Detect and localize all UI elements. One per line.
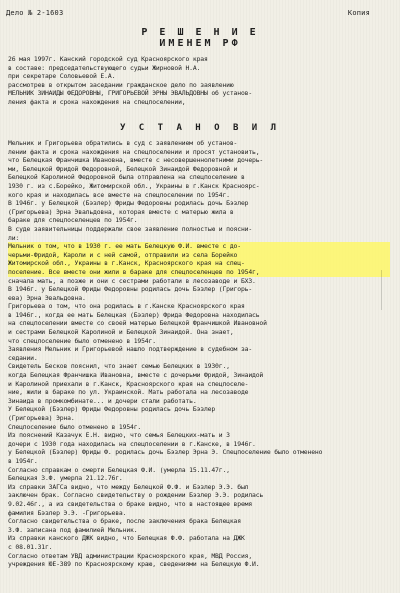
body-line: седании.: [8, 353, 38, 362]
body-line: Спецпоселение было отменено в 1954г.: [8, 422, 142, 431]
body-line: с 08.01.31г.: [8, 542, 53, 551]
intro-line: при секретаре Соловьевой Е.А.: [8, 72, 116, 81]
body-line: Согласно ответам УВД администрации Красноярского края, МВД Россия,: [8, 551, 253, 560]
highlighted-line: Мельник о том, что в 1930 г. ее мать Белецкую Ф.И. вместе с до-: [8, 242, 390, 251]
body-line: ми, Белецкой Фридой Федоровной, Белецкой Зинаидой Федоровной и: [8, 164, 238, 173]
body-line: фамилия Бэзлер Э.Э. -Григорьева.: [8, 508, 127, 517]
body-line: что спецпоселение было отменено в 1954г.: [8, 336, 156, 345]
intro-line: ления факта и срока нахождения на спецпоселении,: [8, 97, 186, 106]
body-line: (Григорьева) Эрна Эвальдовна, которая вместе с матерью жила в: [8, 207, 234, 216]
body-line: ние, жили в бараке по ул. Украинской. Мать работала на лесозаводе: [8, 388, 249, 397]
intro-line: в составе: председательствующего судьи Жирновой Н.А.: [8, 63, 201, 72]
body-line: сначала мать, а позже и они с сестрами работали в лесозаводе и БХЗ.: [8, 276, 256, 285]
intro-line: МЕЛЬНИК ЗИНАИДЫ ФЕДОРОВНЫ, ГРИГОРЬЕВОЙ ЭРНЫ ЭВАЛЬДОВНЫ об установ-: [8, 89, 253, 98]
copy-label: Копия: [347, 9, 370, 17]
highlighted-line: Житомирской обл., Украины в г.Канск, Красноярского края на спец-: [8, 259, 390, 268]
body-line: 9.02.46г., а из свидетельства о браке видно, что в настоящее время: [8, 499, 253, 508]
body-line: учреждения ЮЕ-389 по Красноярскому краю, сведениями на Белецкую Ф.И.: [8, 560, 260, 569]
body-line: Заявления Мельник и Григорьевой нашло подтверждение в судебном за-: [8, 345, 253, 354]
body-line: и Каролиной приехали в г.Канск, Красноярского края на спецпоселе-: [8, 379, 249, 388]
body-line: что Белецкая Франчишка Ивановна, вместе с несовершеннолетними дочерь-: [8, 156, 264, 165]
intro-line: рассмотрев в открытом заседании гражданское дело по заявлению: [8, 80, 234, 89]
body-line: Зинаида в промкомбинате... и дочери стали работать.: [8, 396, 197, 405]
body-line: бараке для спецпоселенцев по 1954г.: [8, 216, 138, 225]
body-line: заключен брак. Согласно свидетельству о рождении Бэзлер Э.Э. родилась: [8, 491, 264, 500]
body-line: Из справки ЗАГСа видно, что между Белецкой Ф.Ф. и Бэзлер Э.Э. был: [8, 482, 249, 491]
body-line: у Белецкой (Бэзлер) Фриды Ф. родилась дочь Бэзлер Эрна Э. Спецпоселение было отменено: [8, 448, 323, 457]
body-line: лении факта и срока нахождения на спецпоселении и просят установить,: [8, 147, 260, 156]
case-number: Дело № 2-1603: [6, 9, 64, 17]
body-line: кого края и находилась все вместе на спецпоселении по 1954г.: [8, 190, 230, 199]
body-line: В 1946г. у Белецкой (Бэзлер) Фриды Федоровны родилась дочь Бэзлер: [8, 199, 249, 208]
body-line: В 1946г. у Белецкой Фриды Федоровны родилась дочь Бэзлер (Григорь-: [8, 285, 253, 294]
intro-line: 26 мая 1997г. Канский городской суд Красноярского края: [8, 55, 208, 63]
body-line: З.Ф. записана под фамилией Мельник.: [8, 525, 138, 534]
decision-subtitle: ИМЕНЕМ РФ: [159, 38, 241, 49]
body-line: Свидетель Бесков пояснил, что знает семью Белецких в 1930г.,: [8, 362, 230, 371]
body-line: Из пояснений Казачук Е.Н. видно, что семья Белецких-мать и 3: [8, 431, 230, 440]
body-line: Из справки канского ДЖК видно, что Белецкая Ф.Ф. работала на ДЖК: [8, 534, 245, 543]
margin-mark: [381, 270, 392, 310]
body-line: в 1946г., когда ее мать Белецкая (Бэзлер) Фрида Федоровна находилась: [8, 310, 260, 319]
body-line: Белецкая З.Ф. умерла 21.12.76г.: [8, 474, 123, 483]
body-line: ева) Эрна Эвальдовна.: [8, 293, 86, 302]
document-header: [6, 9, 370, 17]
body-line: в 1954г.: [8, 456, 38, 465]
body-line: и сестрами Белецкой Каролиной и Белецкой Зинаидой. Она знает,: [8, 328, 234, 337]
body-line: Белецкой Каролиной Федоровной была отправлена на спецпоселение в: [8, 173, 245, 182]
body-line: ли:: [8, 233, 20, 242]
highlighted-line: поселение. Все вместе они жили в бараке для спецпоселенцев по 1954г,: [8, 268, 390, 277]
body-line: когда Белецкая Франчишка Ивановна, вместе с дочерьми Фридой, Зинаидой: [8, 371, 264, 380]
intro-paragraph: [8, 55, 390, 107]
body-line: Согласно справкам о смерти Белецкая Ф.И. (умерла 15.11.47г.,: [8, 465, 230, 474]
body-line: (Григорьева) Эрна.: [8, 414, 75, 422]
highlighted-line: черьми-Фридой, Кароли и с ней самой, отправили из села Борейко: [8, 251, 390, 260]
decision-title: Р Е Ш Е Н И Е: [141, 27, 259, 38]
body-line: на спецпоселении вместе со своей матерью Белецкой Франчишкой Ивановной: [8, 319, 267, 328]
body-line: 1930 г. из с.Борейко, Житомирской обл., Украины в г.Канск Красноярс-: [8, 181, 260, 190]
section-heading: У С Т А Н О В И Л: [119, 123, 281, 133]
body-line: В суде заявительницы поддержали свое заявление полностью и поясни-: [8, 224, 253, 233]
body-line: Мельник и Григорьева обратились в суд с заявлением об установ-: [8, 139, 238, 147]
decision-body: [8, 139, 390, 569]
body-line: Григорьева о том, что она родилась в г.Канске Красноярского края: [8, 302, 245, 311]
body-line: Согласно свидетельства о браке, после заключения брака Белецкая: [8, 517, 241, 526]
body-line: дочери с 1930 года находилась на спецпоселении в г.Канске, в 1946г.: [8, 439, 256, 448]
body-line: У Белецкой (Бэзлер) Фриды Федоровны родилась дочь Бэзлер: [8, 405, 216, 414]
